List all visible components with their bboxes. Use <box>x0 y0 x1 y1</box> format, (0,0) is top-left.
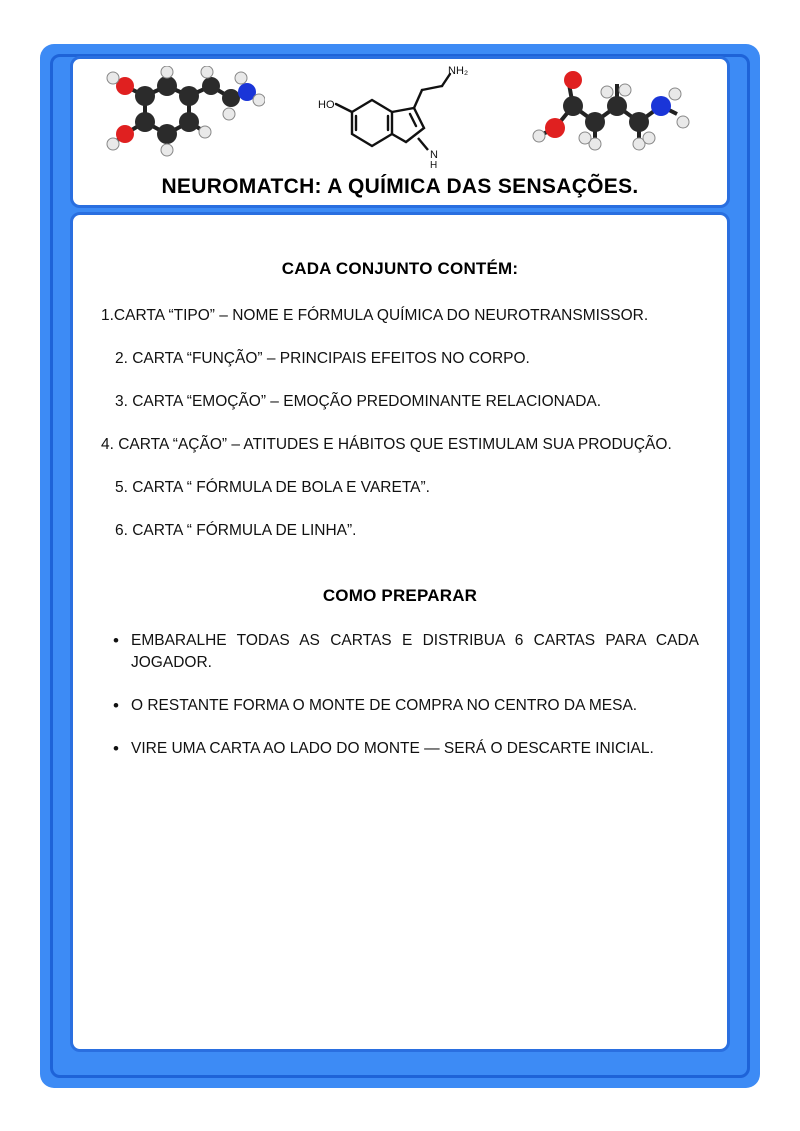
list-item: • EMBARALHE TODAS AS CARTAS E DISTRIBUA 6 CARTAS PARA CADA JOGADOR. <box>101 630 699 674</box>
list-item: 3. CARTA “EMOÇÃO” – EMOÇÃO PREDOMINANTE RELACIONADA. <box>115 393 602 410</box>
rules-card <box>70 212 730 1052</box>
list-item: 2. CARTA “FUNÇÃO” – PRINCIPAIS EFEITOS NO CORPO. <box>115 350 530 367</box>
list-item: 1.CARTA “TIPO” – NOME E FÓRMULA QUÍMICA DO NEUROTRANSMISSOR. <box>101 307 649 324</box>
set-contents-list <box>101 305 699 542</box>
list-item: 6. CARTA “ FÓRMULA DE LINHA”. <box>115 522 357 539</box>
gaba-ball-and-stick-model <box>525 66 705 170</box>
serotonin-nh2-label: NH₂ <box>447 66 469 77</box>
list-item: • O RESTANTE FORMA O MONTE DE COMPRA NO CENTRO DA MESA. <box>101 695 699 717</box>
list-item: 5. CARTA “ FÓRMULA DE BOLA E VARETA”. <box>115 479 430 496</box>
header-card <box>70 56 730 208</box>
page-title: NEUROMATCH: A QUÍMICA DAS SENSAÇÕES. <box>161 175 639 198</box>
section-title-contains: CADA CONJUNTO CONTÉM: <box>281 259 519 278</box>
serotonin-skeletal-formula <box>310 66 480 170</box>
serotonin-n-label: N <box>429 149 438 161</box>
dopamine-ball-and-stick-model <box>95 66 265 170</box>
serotonin-h-label: H <box>429 160 438 170</box>
serotonin-ho-label: HO <box>317 99 335 111</box>
section-title-prepare: COMO PREPARAR <box>322 586 478 605</box>
list-item: 4. CARTA “AÇÃO” – ATITUDES E HÁBITOS QUE ESTIMULAM SUA PRODUÇÃO. <box>101 436 672 453</box>
molecule-illustrations-row <box>73 63 727 173</box>
list-item: • VIRE UMA CARTA AO LADO DO MONTE — SERÁ O DESCARTE INICIAL. <box>101 738 699 760</box>
preparation-steps-list <box>101 630 699 760</box>
